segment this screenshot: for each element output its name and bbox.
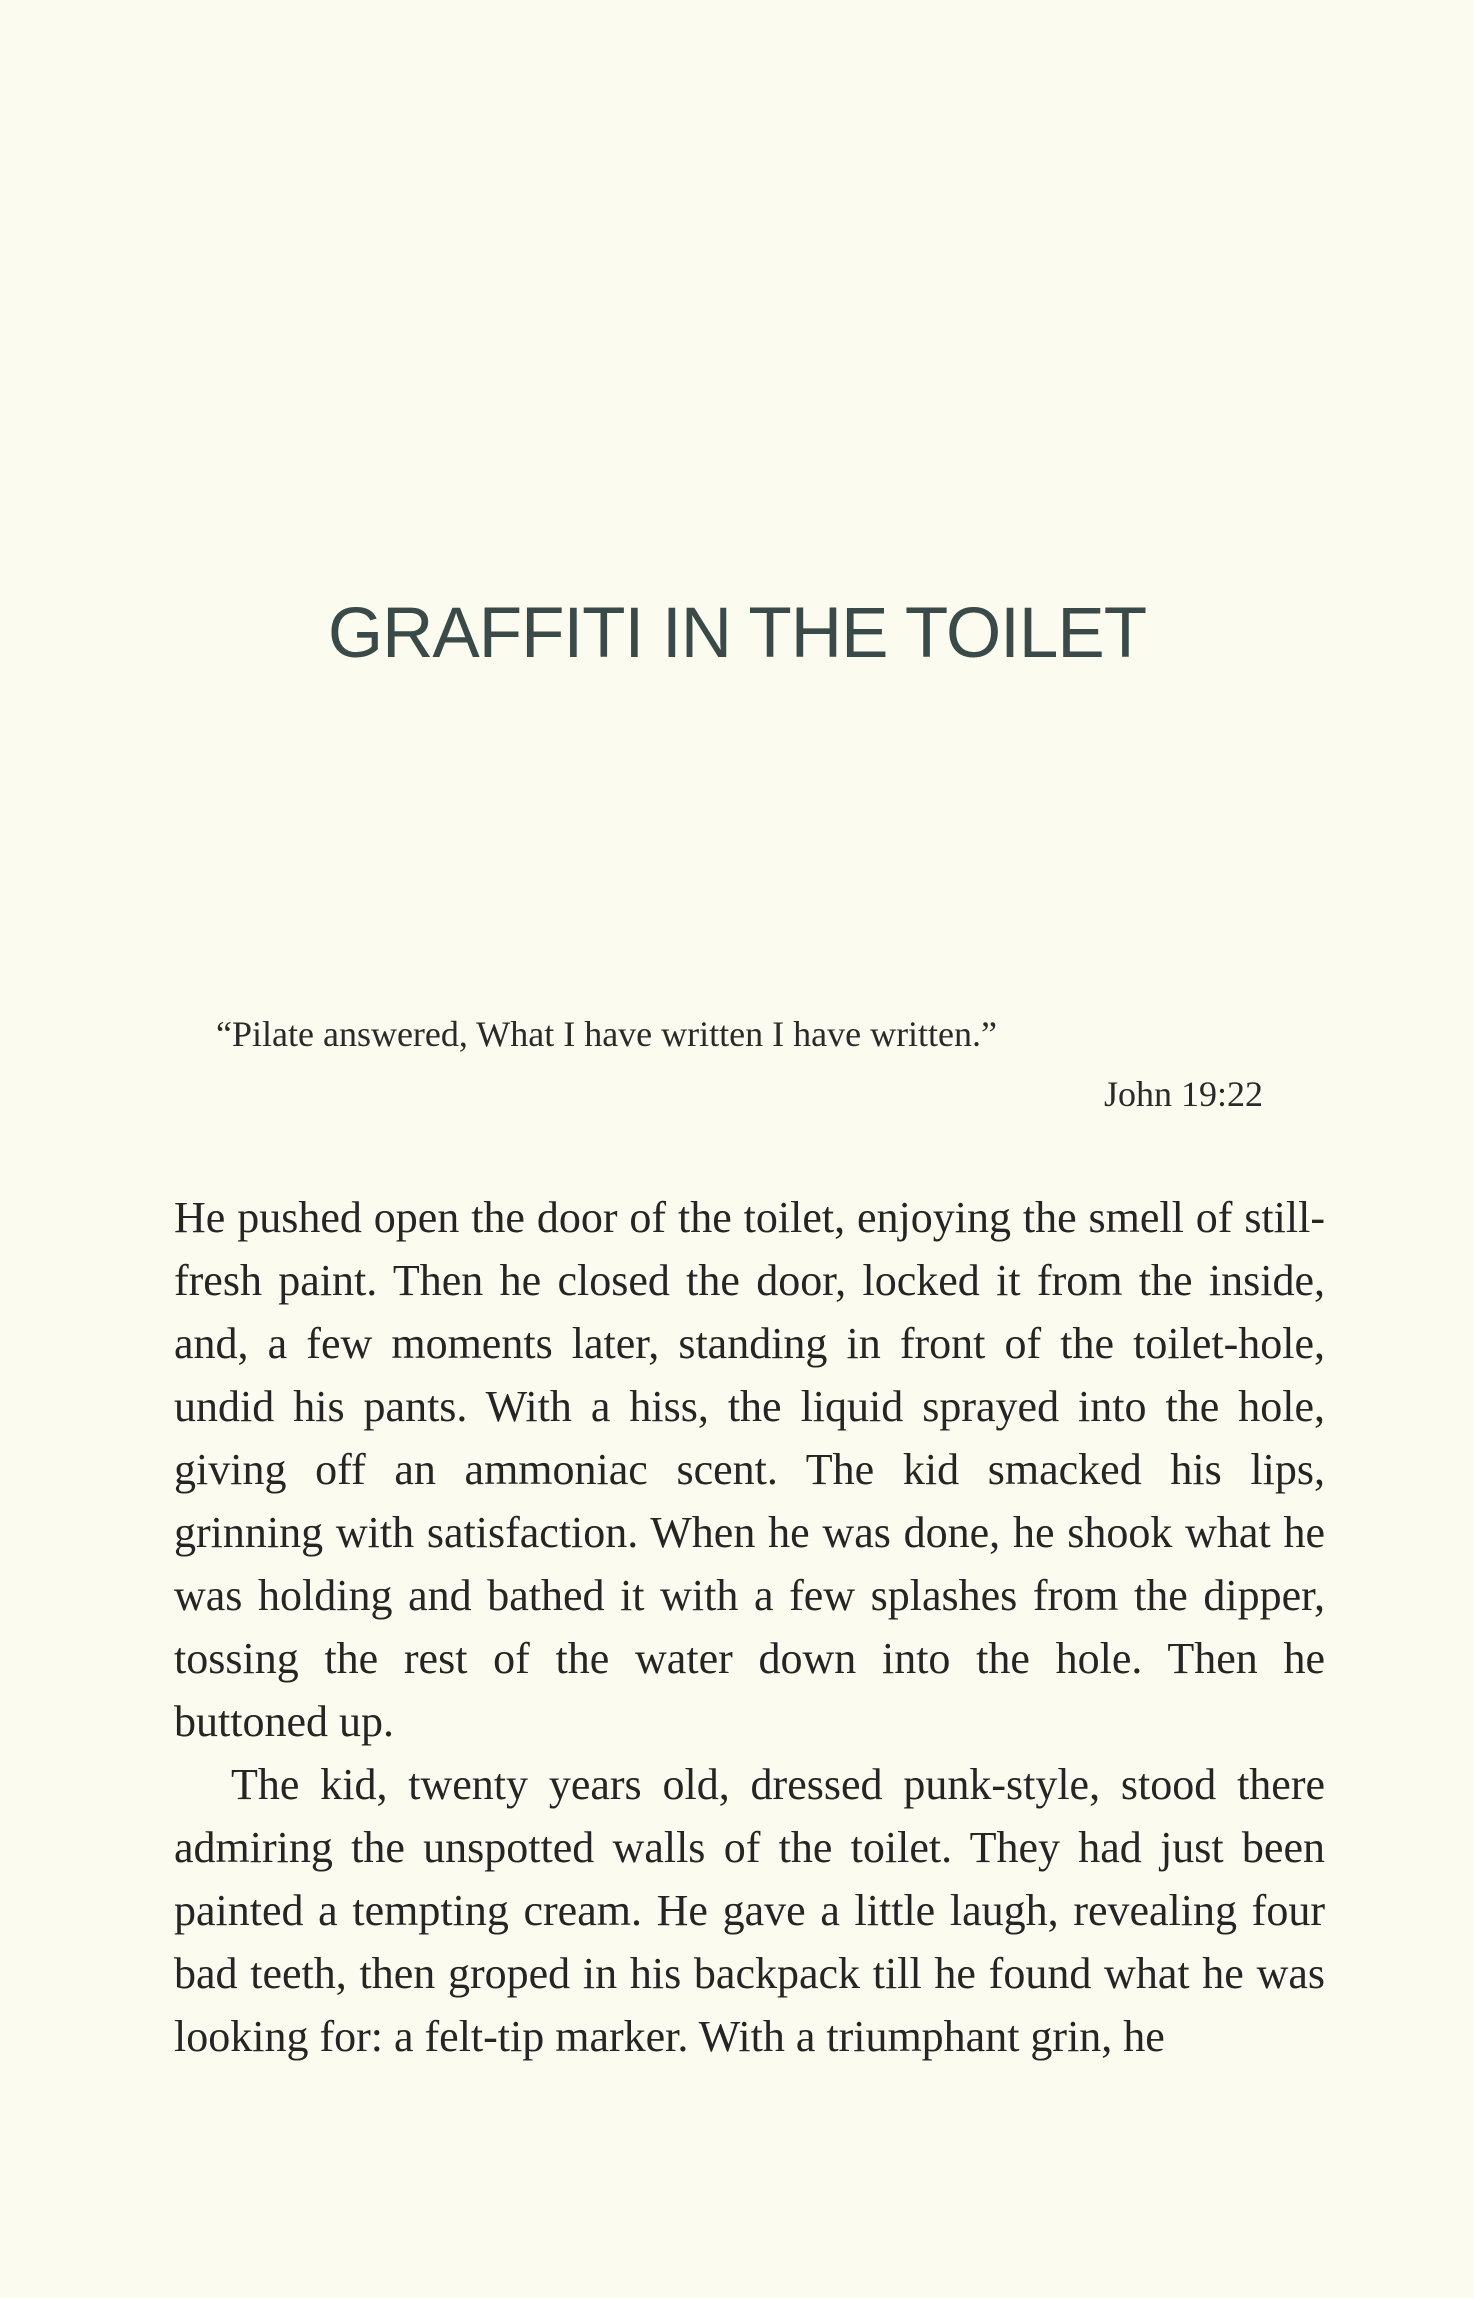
chapter-title: GRAFFITI IN THE TOILET (327, 594, 1147, 673)
paragraph-2: The kid, twenty years old, dressed punk-style, stood there admiring the unspotted walls of the toilet. They had just been painted a tempting cream. He gave a little laugh, revealing four bad teeth, then groped in his backpack till he found what he was looking for: a felt-tip marker. With a triumphant grin, he (174, 1760, 1325, 2061)
paragraph-1: He pushed open the door of the toilet, enjoying the smell of still-fresh paint. Then he closed the door, locked it from the inside, and, a few moments later, standing in front of the toilet-hole, undid his pants. With a hiss, the liquid sprayed into the hole, giving off an ammoniac scent. The kid smacked his lips, grinning with satisfaction. When he was done, he shook what he was holding and bathed it with a few splashes from the dipper, tossing the rest of the water down into the hole. Then he buttoned up. (174, 1193, 1325, 1746)
body-text (174, 1186, 1325, 2068)
epigraph (216, 1004, 1263, 1124)
epigraph-quote: “Pilate answered, What I have written I have written.” (216, 1014, 998, 1054)
epigraph-source: John 19:22 (1103, 1074, 1263, 1114)
